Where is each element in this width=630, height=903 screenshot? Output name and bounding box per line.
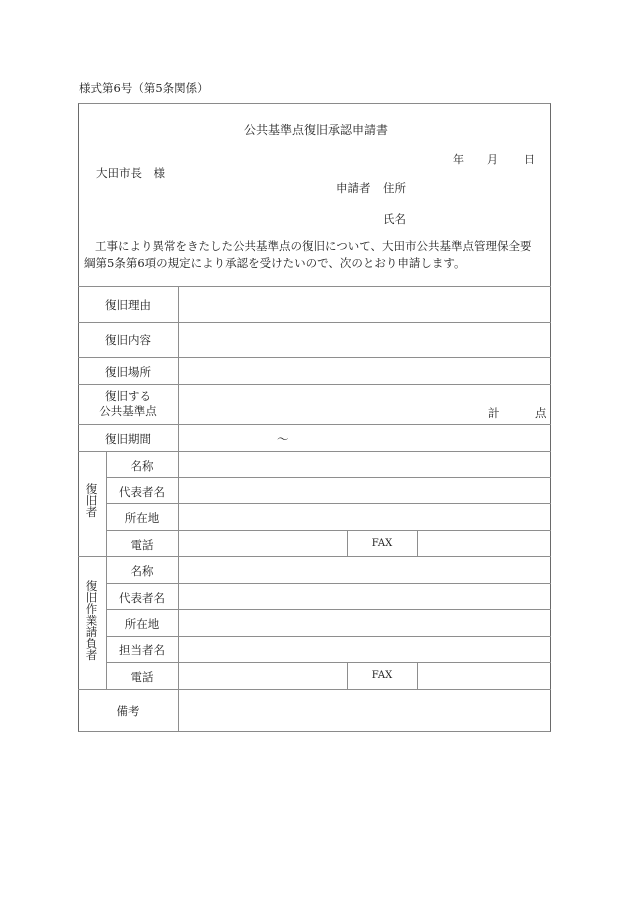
row-divider	[78, 286, 551, 287]
contractor-group-label: 復旧作業請負者	[84, 580, 99, 661]
contractor-person-label: 担当者名	[119, 643, 165, 657]
fax-divider-right	[417, 530, 418, 556]
points-unit-label: 点	[535, 406, 547, 420]
row-divider	[78, 424, 551, 425]
restorer-fax-field[interactable]	[419, 532, 549, 555]
period-separator: ～	[277, 432, 289, 446]
date-month-label[interactable]: 月	[487, 153, 498, 166]
period-label: 復旧期間	[105, 432, 151, 446]
form-title: 公共基準点復旧承認申請書	[244, 123, 389, 137]
applicant-address-label[interactable]: 住所	[383, 181, 406, 195]
request-statement	[84, 238, 532, 272]
row-divider	[78, 556, 551, 557]
date-day-label[interactable]: 日	[524, 153, 535, 166]
contractor-name-field[interactable]	[180, 558, 549, 582]
content-label: 復旧内容	[105, 333, 151, 347]
remarks-field[interactable]	[180, 691, 549, 730]
contractor-fax-label: FAX	[371, 670, 393, 681]
request-statement-line-2: 綱第5条第6項の規定により承認を受けたいので、次のとおり申請します。	[84, 256, 466, 270]
restorer-representative-label: 代表者名	[119, 485, 165, 499]
column-divider	[178, 286, 179, 731]
row-divider	[106, 662, 551, 663]
form-number: 様式第6号（第5条関係）	[79, 81, 209, 95]
fax-divider-right	[417, 662, 418, 689]
contractor-name-label: 名称	[130, 564, 154, 578]
points-label-line-2: 公共基準点	[99, 404, 157, 418]
contractor-representative-field[interactable]	[180, 585, 549, 608]
contractor-person-field[interactable]	[180, 638, 549, 661]
row-divider	[78, 357, 551, 358]
row-divider	[78, 384, 551, 385]
points-label	[78, 389, 178, 419]
points-field[interactable]	[180, 386, 480, 423]
applicant-label: 申請者	[336, 181, 371, 195]
restorer-name-label: 名称	[130, 459, 154, 473]
request-statement-line-1: 工事により異常をきたした公共基準点の復旧について、大田市公共基準点管理保全要	[95, 239, 532, 253]
restorer-group-label: 復旧者	[84, 483, 99, 518]
remarks-label: 備考	[116, 704, 140, 718]
row-divider	[106, 477, 551, 478]
points-total-label: 計	[488, 406, 500, 420]
row-divider	[106, 503, 551, 504]
contractor-address-field[interactable]	[180, 611, 549, 635]
contractor-address-label: 所在地	[124, 617, 160, 631]
restorer-address-field[interactable]	[180, 505, 549, 529]
row-divider	[78, 322, 551, 323]
row-divider	[78, 451, 551, 452]
date-year-label[interactable]: 年	[453, 153, 464, 166]
restorer-representative-field[interactable]	[180, 479, 549, 502]
restorer-fax-label: FAX	[371, 538, 393, 549]
contractor-phone-label: 電話	[130, 670, 154, 684]
row-divider	[106, 609, 551, 610]
content-field[interactable]	[180, 324, 549, 356]
contractor-fax-field[interactable]	[419, 664, 549, 688]
restorer-phone-field[interactable]	[180, 532, 346, 555]
restorer-phone-label: 電話	[130, 538, 154, 552]
contractor-representative-label: 代表者名	[119, 591, 165, 605]
addressee: 大田市長 様	[96, 166, 165, 180]
restorer-name-field[interactable]	[180, 453, 549, 476]
restorer-address-label: 所在地	[124, 511, 160, 525]
period-end-field[interactable]	[295, 426, 549, 450]
location-label: 復旧場所	[105, 365, 151, 379]
row-divider	[106, 583, 551, 584]
location-field[interactable]	[180, 359, 549, 383]
row-divider	[78, 689, 551, 690]
points-label-line-1: 復旧する	[105, 389, 151, 403]
reason-field[interactable]	[180, 288, 549, 321]
applicant-name-label[interactable]: 氏名	[383, 212, 406, 226]
reason-label: 復旧理由	[105, 298, 151, 312]
row-divider	[106, 530, 551, 531]
period-start-field[interactable]	[180, 426, 275, 450]
contractor-phone-field[interactable]	[180, 664, 346, 688]
row-divider	[106, 636, 551, 637]
